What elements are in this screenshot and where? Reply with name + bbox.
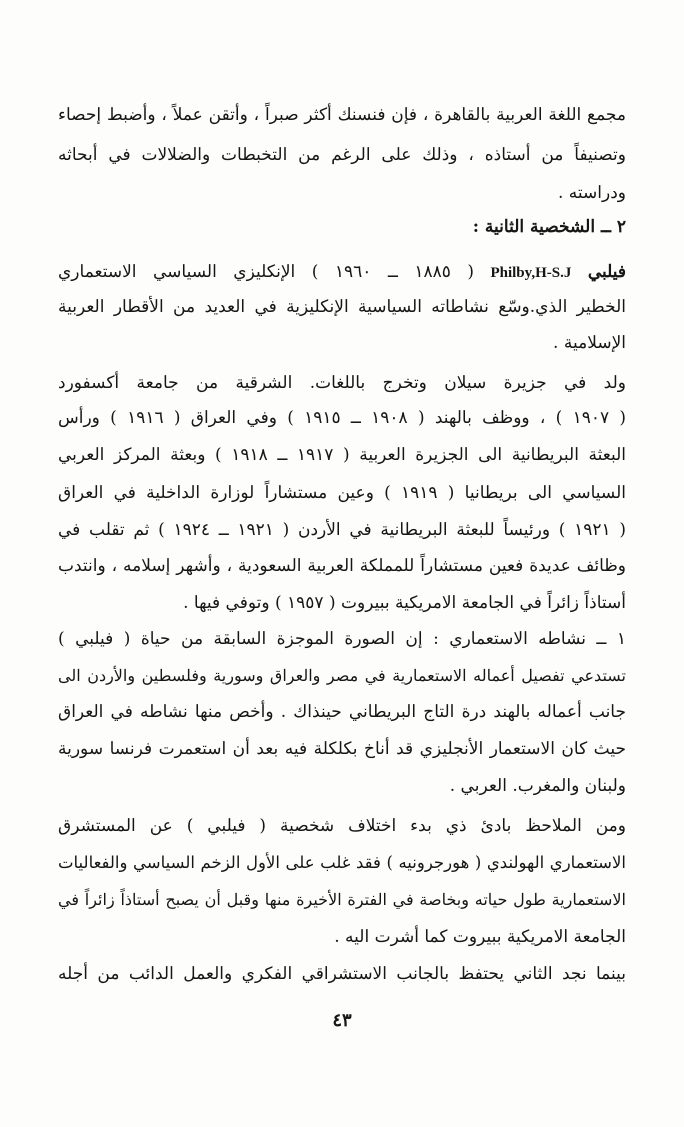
text-line: السياسي الى بريطانيا ( ١٩١٩ ) وعين مستشاراً لوزارة الداخلية في العراق (58, 483, 626, 503)
text-line: ومن الملاحظ بادئ ذي بدء اختلاف شخصية ( فيلبي ) عن المستشرق (58, 816, 626, 836)
person-name: فيلبي (587, 262, 626, 282)
text-line: وتصنيفاً من أستاذه ، وذلك على الرغم من التخبطات والضلالات في أبحاثه (58, 145, 626, 165)
text-line: ( ١٩٠٧ ) ، ووظف بالهند ( ١٩٠٨ ــ ١٩١٥ ) وفي العراق ( ١٩١٦ ) ورأس (58, 408, 626, 428)
text-line: الإسلامية . (553, 333, 626, 353)
text-line: بينما نجد الثاني يحتفظ بالجانب الاستشراقي الفكري والعمل الدائب من أجله (58, 964, 626, 984)
text-line: جانب أعماله بالهند درة التاج البريطاني حينذاك . وأخص منها نشاطه في العراق (58, 702, 626, 722)
text-line: مجمع اللغة العربية بالقاهرة ، فإن فنسنك أكثر صبراً ، وأتقن عملاً ، وأضبط إحصاء (58, 105, 626, 125)
section-heading: ٢ ــ الشخصية الثانية : (472, 217, 626, 237)
text-line: ولد في جزيرة سيلان وتخرج باللغات. الشرقية من جامعة أكسفورد (58, 373, 626, 393)
text-line: الاستعمارية طول حياته وبخاصة في الفترة الأخيرة منها وقبل أن يصبح أستاذاً زائراً في (58, 890, 626, 909)
text-line: البعثة البريطانية الى الجزيرة العربية ( ١٩١٧ ــ ١٩١٨ ) وبعثة المركز العربي (58, 445, 626, 465)
text-line: ولبنان والمغرب. العربي . (449, 776, 626, 796)
text-line: ( ١٩٢١ ) ورئيساً للبعثة البريطانية في الأردن ( ١٩٢١ ــ ١٩٢٤ ) ثم تقلب في (58, 520, 626, 540)
page-number: ٤٣ (332, 1010, 352, 1031)
text-line-rest: ( ١٨٨٥ ــ ١٩٦٠ ) الإنكليزي السياسي الاستعماري (58, 262, 474, 282)
text-line: ١ ــ نشاطه الاستعماري : إن الصورة الموجزة السابقة من حياة ( فيلبي ) (58, 629, 626, 649)
text-line: تستدعي تفصيل أعماله الاستعمارية في مصر والعراق وسورية وفلسطين والأردن الى (58, 666, 626, 685)
text-line: حيث كان الاستعمار الأنجليزي قد أناخ بكلكلة فيه بعد أن استعمرت فرنسا سورية (58, 739, 626, 759)
text-line (58, 255, 626, 289)
latin-name: Philby,H-S.J (490, 265, 572, 281)
text-line: الجامعة الامريكية ببيروت كما أشرت اليه . (334, 927, 626, 947)
text-line: وظائف عديدة فعين مستشاراً للمملكة العربية السعودية ، وأشهر إسلامه ، وانتدب (58, 556, 626, 576)
text-line: أستاذاً زائراً في الجامعة الامريكية ببيروت ( ١٩٥٧ ) وتوفي فيها . (183, 593, 626, 613)
text-line: الاستعماري الهولندي ( هورجرونيه ) فقد غلب على الأول الزخم السياسي والفعاليات (58, 853, 626, 872)
text-line: ودراسته . (557, 183, 626, 203)
text-line: الخطير الذي.وسّع نشاطاته السياسية الإنكليزية في العديد من الأقطار العربية (58, 297, 626, 317)
